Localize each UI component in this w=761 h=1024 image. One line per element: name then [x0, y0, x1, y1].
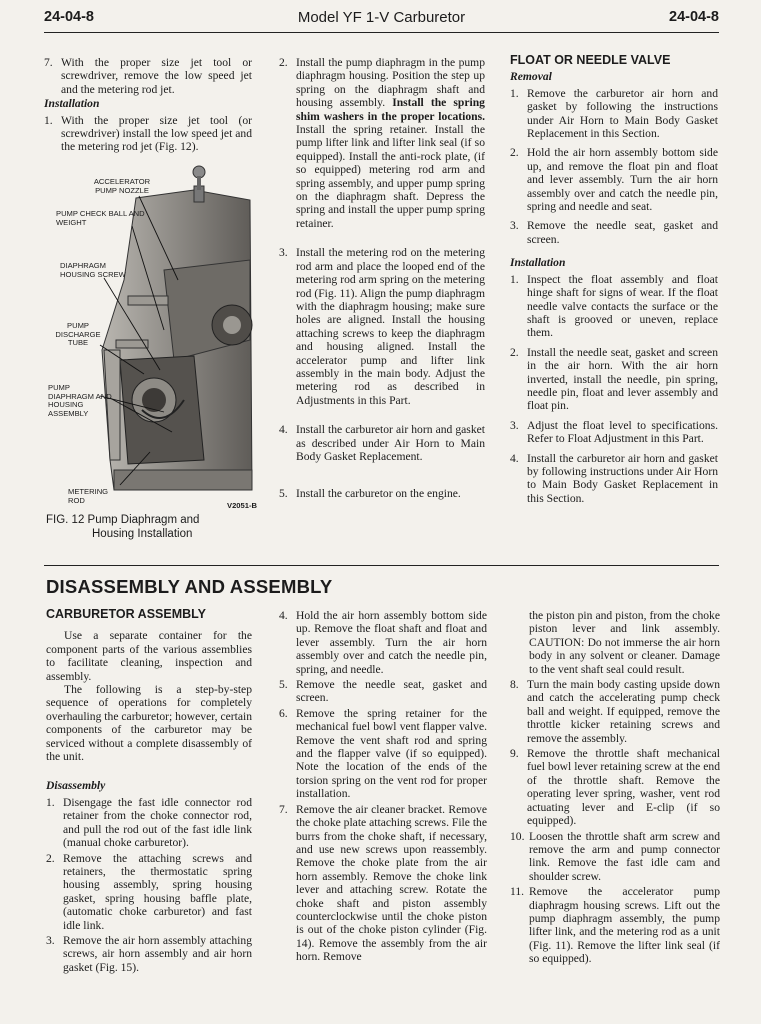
install-step-4b: 4. Install the carburetor air horn and gasket by following instructions under Air Horn to Main Body Gasket Replacement in this Section. — [510, 451, 718, 505]
disassembly-step-7: 7. Remove the air cleaner bracket. Remove the choke plate attaching screws. File the burrs from the choke shaft, if necessary, and use new screws upon reassembly. Remove the choke plate from the air horn assembly. Remove the choke link lever and attaching screw. Rotate the choke shaft and piston assembly counterclockwise until the choke piston is out of the choke piston cylinder (Fig. 14). Remove the assembly from the air horn. Remove — [279, 802, 487, 964]
label-accelerator-pump-nozzle: ACCELERATOR PUMP NOZZLE — [93, 177, 151, 195]
installation-subheading: Installation — [44, 97, 100, 111]
removal-step-3: 3. Remove the needle seat, gasket and screen. — [510, 219, 718, 246]
float-needle-heading: FLOAT OR NEEDLE VALVE — [510, 53, 671, 67]
page-number-left: 24-04-8 — [44, 9, 94, 25]
label-metering-rod: METERING ROD — [68, 487, 109, 505]
figure-caption: FIG. 12 Pump Diaphragm and Housing Installation — [46, 514, 200, 540]
disassembly-step-10: 10. Loosen the throttle shaft arm screw and remove the arm and pump connector link. Remove the fast idle cam and shoulder screw. — [510, 829, 720, 883]
intro-paragraph-1: Use a separate container for the component parts of the various assemblies to facilitate cleaning, inspection and assembly. — [46, 629, 252, 683]
removal-subheading: Removal — [510, 70, 552, 84]
install-step-2b: 2. Install the needle seat, gasket and screen in the air horn. With the air horn inverted, install the needle, pin spring, needle pin, float and lever assembly and float pin. — [510, 345, 718, 413]
figure-code: V2051-B — [227, 501, 257, 510]
upper-col-3 — [510, 54, 718, 511]
disassembly-step-4: 4. Hold the air horn assembly bottom side up. Remove the float shaft and float and lever assembly. Turn the air horn assembly over and catch the needle pin, spring, and needle. — [279, 609, 487, 676]
label-pump-diaphragm-assembly: PUMP DIAPHRAGM AND HOUSING ASSEMBLY — [48, 383, 112, 418]
disassembly-step-8: 8. Turn the main body casting upside down and catch the accelerating pump check ball and weight. If equipped, remove the throttle kicker retaining screws and remove the assembly. — [510, 678, 720, 745]
section-divider — [44, 565, 719, 566]
step-4: 4. Install the carburetor air horn and gasket as described under Air Horn to Main Body Gasket Replacement. — [279, 423, 485, 463]
label-pump-discharge-tube: PUMP DISCHARGE TUBE — [55, 321, 101, 348]
disassembly-step-9: 9. Remove the throttle shaft mechanical fuel bowl lever retaining screw at the end of the throttle shaft. Remove the operating lever spring, washer, vent rod actuating lever and E-clip (if so equipped). — [510, 747, 720, 828]
install-step-1b: 1. Inspect the float assembly and float hinge shaft for signs of wear. If the float needle valve contacts the surface or the shaft is grooved or uneven, replace them. — [510, 272, 718, 340]
installation-subheading-2: Installation — [510, 256, 566, 270]
page-title: Model YF 1-V Carburetor — [297, 9, 466, 26]
step-5: 5. Install the carburetor on the engine. — [279, 487, 461, 501]
step-7-continued: the piston pin and piston, from the choke piston lever and link assembly. CAUTION: Do not immerse the air horn body in any solvent or cleaner. Damage to the vent shaft seal could result. — [529, 609, 720, 676]
label-diaphragm-housing-screw: DIAPHRAGM HOUSING SCREW — [60, 261, 126, 279]
removal-step-1: 1. Remove the carburetor air horn and gasket by following the instructions under Air Horn to Main Body Gasket Replacement in this Section. — [510, 86, 718, 141]
disassembly-step-11: 11. Remove the accelerator pump diaphragm housing screws. Lift out the pump diaphragm assembly, the pump lifter link, and the metering rod as a unit (Fig. 11). Remove the lifter link seal (if so equipped). — [510, 885, 720, 966]
upper-col-1 — [44, 56, 252, 160]
disassembly-assembly-heading: DISASSEMBLY AND ASSEMBLY — [46, 576, 333, 597]
disassembly-step-1: 1. Disengage the fast idle connector rod retainer from the choke connector rod, and pull the rod out of the fast idle link (manual choke carburetor). — [46, 795, 252, 850]
upper-col-2 — [279, 56, 485, 507]
page-number-right: 24-04-8 — [669, 9, 719, 25]
step-2: 2. Install the pump diaphragm in the pump diaphragm housing. Position the step up spring on the diaphragm shaft and housing assembly. Install the spring shim washers in the proper locations. Install the spring retainer. Install the pump lifter link and lifter link seal (if so equipped). Install the anti-rock plate, (if so equipped) metering rod arm and spring assembly, and upper pump spring on the diaphragm shaft. Depress the spring and install the upper pump spring retainer. — [279, 56, 485, 230]
intro-paragraph-2: The following is a step-by-step sequence of operations for completely overhauling the carburetor; however, certain components of the carburetor may be serviced without a complete disassembly of the unit. — [46, 683, 252, 764]
step-3: 3. Install the metering rod on the metering rod arm and place the looped end of the metering rod arm spring on the metering rod (Fig. 11). Align the pump diaphragm with the diaphragm housing; make sure holes are aligned. Install the housing attaching screws to keep the diaphragm and housing aligned. Install the accelerator pump and lifter link assembly in the main body. Adjust the metering rod as described in Adjustments in this Part. — [279, 246, 485, 407]
lower-col-3 — [510, 609, 720, 972]
lower-col-1 — [46, 608, 252, 980]
install-step-1: 1. With the proper size jet tool (or screwdriver) install the low speed jet and the metering rod jet (Fig. 12). — [44, 113, 252, 154]
page-header — [44, 8, 719, 33]
step-7: 7. With the proper size jet tool or screwdriver, remove the low speed jet and the metering rod jet. — [44, 56, 252, 96]
label-pump-check-ball: PUMP CHECK BALL AND WEIGHT — [56, 209, 145, 227]
disassembly-step-2: 2. Remove the attaching screws and retainers, the thermostatic spring housing assembly, spring housing gasket, spring housing baffle plate, (automatic choke carburetor) and fast idle link. — [46, 851, 252, 932]
disassembly-step-5: 5. Remove the needle seat, gasket and screen. — [279, 678, 487, 705]
lower-col-2 — [279, 609, 487, 970]
fig-12-illustration — [44, 160, 258, 512]
disassembly-subheading: Disassembly — [46, 779, 106, 793]
carburetor-assembly-heading: CARBURETOR ASSEMBLY — [46, 607, 206, 621]
install-step-3b: 3. Adjust the float level to specifications. Refer to Float Adjustment in this Part. — [510, 418, 718, 446]
disassembly-step-6: 6. Remove the spring retainer for the mechanical fuel bowl vent flapper valve. Remove the vent shaft rod and spring and the flapper valve (if so equipped). Note the location of the ends of the torsion spring on the vent rod for proper installation. — [279, 706, 487, 801]
removal-step-2: 2. Hold the air horn assembly bottom side up, and remove the float pin and float and lever assembly. Turn the air horn assembly over and catch the needle pin, spring and needle and seat. — [510, 146, 718, 214]
disassembly-step-3: 3. Remove the air horn assembly attaching screws, air horn assembly and air horn gasket (Fig. 15). — [46, 933, 252, 974]
